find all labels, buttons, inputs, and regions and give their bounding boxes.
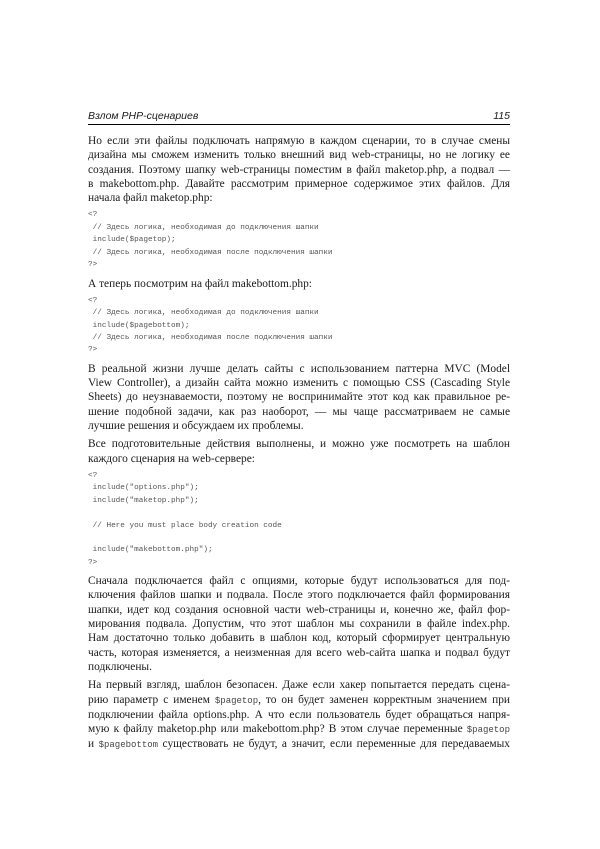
text-line (88, 722, 510, 737)
text-line: мирования подвала. Допустим, что этот шаблон мы сохранили в файле index.php. (88, 618, 510, 631)
paragraph-1 (88, 134, 510, 205)
paragraph-5 (88, 574, 510, 674)
code-line: include($pagetop); (88, 236, 176, 245)
text-line: ключения файлов шапки и подвала. После этого подключается файл формирования (88, 589, 510, 602)
text-line: подключены. (88, 660, 152, 673)
text-line: View Controller), а дизайн сайта можно изменить с помощью CSS (Cascading Style (88, 377, 510, 390)
inline-code-pagetop: $pagetop (214, 695, 259, 706)
text-line: Но если эти файлы подключать напрямую в каждом сценарии, то в случае смены (88, 135, 510, 147)
text-line: Sheets) до неузнаваемости, поэтому не воспринимайте этот код как правильное ре- (88, 391, 510, 404)
code-line: // Здесь логика, необходимая после подключения шапки (88, 334, 333, 343)
text-line: Сначала подключается файл с опциями, которые будут использоваться для под- (88, 575, 510, 588)
page-body (88, 125, 510, 753)
code-line: ?> (88, 558, 98, 567)
running-header (88, 106, 510, 125)
page-number: 115 (493, 110, 510, 122)
book-page (88, 106, 510, 757)
paragraph-6 (88, 678, 510, 752)
code-line: // Здесь логика, необходимая до подключения шапки (88, 223, 319, 232)
code-line: include("makebottom.php"); (88, 546, 213, 555)
text-run: существовать не будут, а значит, если переменные для передаваемых (158, 738, 510, 751)
text-line: часть, которая изменяется, а неизменная для всего web-сайта шапка и подвал будут (88, 646, 510, 659)
code-block-maketop (88, 209, 510, 271)
text-line: лучшие решения и обсуждаем их проблемы. (88, 420, 304, 433)
text-run: рию параметр с именем (88, 693, 215, 706)
text-line: В реальной жизни лучше делать сайты с использованием паттерна MVC (Model (88, 362, 510, 375)
code-line: <? (88, 296, 98, 305)
text-line: начала файл maketop.php: (88, 192, 213, 205)
code-line: ?> (88, 346, 98, 355)
code-line: // Здесь логика, необходимая после подключения шапки (88, 248, 333, 257)
text-line: в makebottom.php. Давайте рассмотрим примерное содержимое этих файлов. Для (88, 177, 510, 190)
paragraph-4 (88, 437, 510, 466)
paragraph-2 (88, 277, 510, 291)
text-line: подключении файла options.php. А что если пользователь будет обращаться напря- (88, 708, 510, 721)
text-line (88, 693, 510, 708)
text-line: А теперь посмотрим на файл makebottom.php: (88, 277, 312, 290)
text-line: На первый взгляд, шаблон безопасен. Даже если хакер попытается передать сцена- (88, 679, 510, 692)
text-run: и (88, 738, 99, 751)
code-line: include("options.php"); (88, 484, 199, 493)
text-line (88, 737, 510, 752)
inline-code-pagebottom: $pagebottom (98, 740, 159, 751)
text-line: дизайна мы сможем изменить только внешний вид web-страницы, но не логику ее (88, 149, 510, 162)
code-line: // Здесь логика, необходимая до подключения шапки (88, 309, 319, 318)
text-line: шапки, идет код создания основной части web-страницы и, конечно же, файл фор- (88, 603, 510, 616)
code-line: include($pagebottom); (88, 321, 190, 330)
text-line: Нам достаточно только добавить в шаблон код, который сформирует центральную (88, 632, 510, 645)
text-line: шение подобной задачи, как раз наоборот, — мы чаще рассматриваем не самые (88, 405, 510, 418)
code-block-makebottom (88, 295, 510, 357)
code-block-template (88, 470, 510, 569)
text-line: каждого сценария на web-сервере: (88, 452, 255, 465)
code-line: include("maketop.php"); (88, 496, 199, 505)
running-header-title: Взлом PHP-сценариев (88, 110, 199, 122)
paragraph-3 (88, 362, 510, 433)
inline-code-pagetop: $pagetop (466, 725, 510, 736)
text-run: мую к файлу maketop.php или makebottom.php? В этом случае переменные (88, 723, 467, 736)
text-run: , то он будет заменен корректным значением при (258, 693, 510, 706)
code-line: // Here you must place body creation code (88, 521, 282, 530)
text-line: Все подготовительные действия выполнены, и можно уже посмотреть на шаблон (88, 438, 510, 451)
code-line: ?> (88, 261, 98, 270)
code-line: <? (88, 471, 98, 480)
text-line: создания. Поэтому шапку web-страницы поместим в файл maketop.php, а подвал — (88, 163, 510, 176)
code-line: <? (88, 211, 98, 220)
